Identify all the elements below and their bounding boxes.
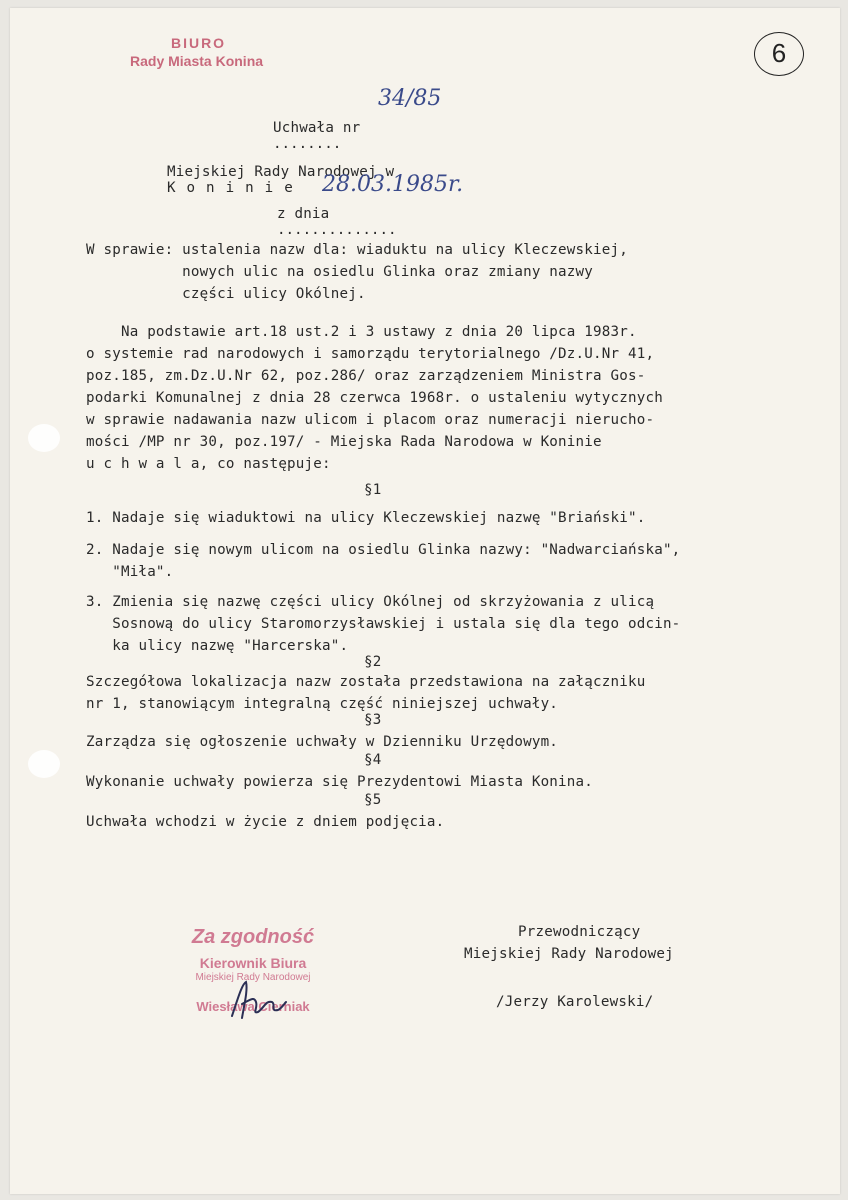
office-stamp (130, 34, 263, 70)
handwritten-signature (228, 978, 288, 1022)
date-dots: .............. (276, 222, 397, 238)
section-5-heading: §5 (364, 792, 382, 808)
signatory-body: Miejskiej Rady Narodowej (464, 946, 674, 962)
subject-line-1: W sprawie: ustalenia nazw dla: wiaduktu na ulicy Kleczewskiej, (86, 242, 628, 258)
council-name: Miejskiej Rady Narodowej w (166, 164, 395, 180)
subject-line-3: części ulicy Okólnej. (86, 286, 366, 302)
resolution-number: 34/85 (378, 86, 442, 111)
item-3-line-3: ka ulicy nazwę "Harcerska". (86, 638, 349, 654)
preamble-line-1: Na podstawie art.18 ust.2 i 3 ustawy z dnia 20 lipca 1983r. (86, 324, 637, 340)
section-1-heading: §1 (364, 482, 382, 498)
stamp-line-2: Rady Miasta Konina (130, 53, 264, 69)
preamble-line-4: podarki Komunalnej z dnia 28 czerwca 1968r. o ustaleniu wytycznych (86, 390, 663, 406)
item-1: 1. Nadaje się wiaduktowi na ulicy Kleczewskiej nazwę "Briański". (86, 510, 646, 526)
binder-hole-bottom (28, 750, 60, 778)
preamble-line-7: u c h w a l a, co następuje: (86, 456, 331, 472)
city-name: Koninie (166, 180, 304, 196)
date-prefix: z dnia (276, 206, 330, 222)
stamp-office-head: Kierownik Biura (199, 955, 307, 971)
section-3-heading: §3 (364, 712, 382, 728)
item-2-line-1: 2. Nadaje się nowym ulicom na osiedlu Glinka nazwy: "Nadwarciańska", (86, 542, 681, 558)
stamp-organization: Miejskiej Rady Narodowej (195, 972, 311, 983)
stamp-line-1: BIURO (170, 35, 227, 51)
preamble-line-3: poz.185, zm.Dz.U.Nr 62, poz.286/ oraz zarządzeniem Ministra Gos- (86, 368, 646, 384)
title-prefix: Uchwała nr (272, 120, 361, 136)
stamp-za-zgodnosc: Za zgodność (191, 926, 315, 948)
page-number: 6 (754, 32, 804, 76)
binder-hole-top (28, 424, 60, 452)
document-page (10, 8, 840, 1194)
stamp-signatory: Wiesława Cierniak (196, 999, 310, 1014)
signatory-role: Przewodniczący (518, 924, 641, 940)
section-4-heading: §4 (364, 752, 382, 768)
resolution-date: 28.03.1985r. (322, 172, 464, 197)
section-4-text: Wykonanie uchwały powierza się Prezydentowi Miasta Konina. (86, 774, 594, 790)
section-2-line-1: Szczegółowa lokalizacja nazw została przedstawiona na załączniku (86, 674, 646, 690)
subject-line-2: nowych ulic na osiedlu Glinka oraz zmiany nazwy (86, 264, 594, 280)
section-3-text: Zarządza się ogłoszenie uchwały w Dzienniku Urzędowym. (86, 734, 559, 750)
preamble-line-2: o systemie rad narodowych i samorządu terytorialnego /Dz.U.Nr 41, (86, 346, 655, 362)
section-2-heading: §2 (364, 654, 382, 670)
signatory-name: /Jerzy Karolewski/ (496, 994, 654, 1010)
title-dots: ........ (272, 136, 342, 152)
section-2-line-2: nr 1, stanowiącym integralną część niniejszej uchwały. (86, 696, 559, 712)
preamble-line-5: w sprawie nadawania nazw ulicom i placom oraz numeracji nierucho- (86, 412, 655, 428)
item-3-line-2: Sosnową do ulicy Staromorzysławskiej i ustala się dla tego odcin- (86, 616, 681, 632)
item-3-line-1: 3. Zmienia się nazwę części ulicy Okólnej od skrzyżowania z ulicą (86, 594, 655, 610)
preamble-line-6: mości /MP nr 30, poz.197/ - Miejska Rada Narodowa w Koninie (86, 434, 602, 450)
section-5-text: Uchwała wchodzi w życie z dniem podjęcia. (86, 814, 445, 830)
item-2-line-2: "Miła". (86, 564, 174, 580)
